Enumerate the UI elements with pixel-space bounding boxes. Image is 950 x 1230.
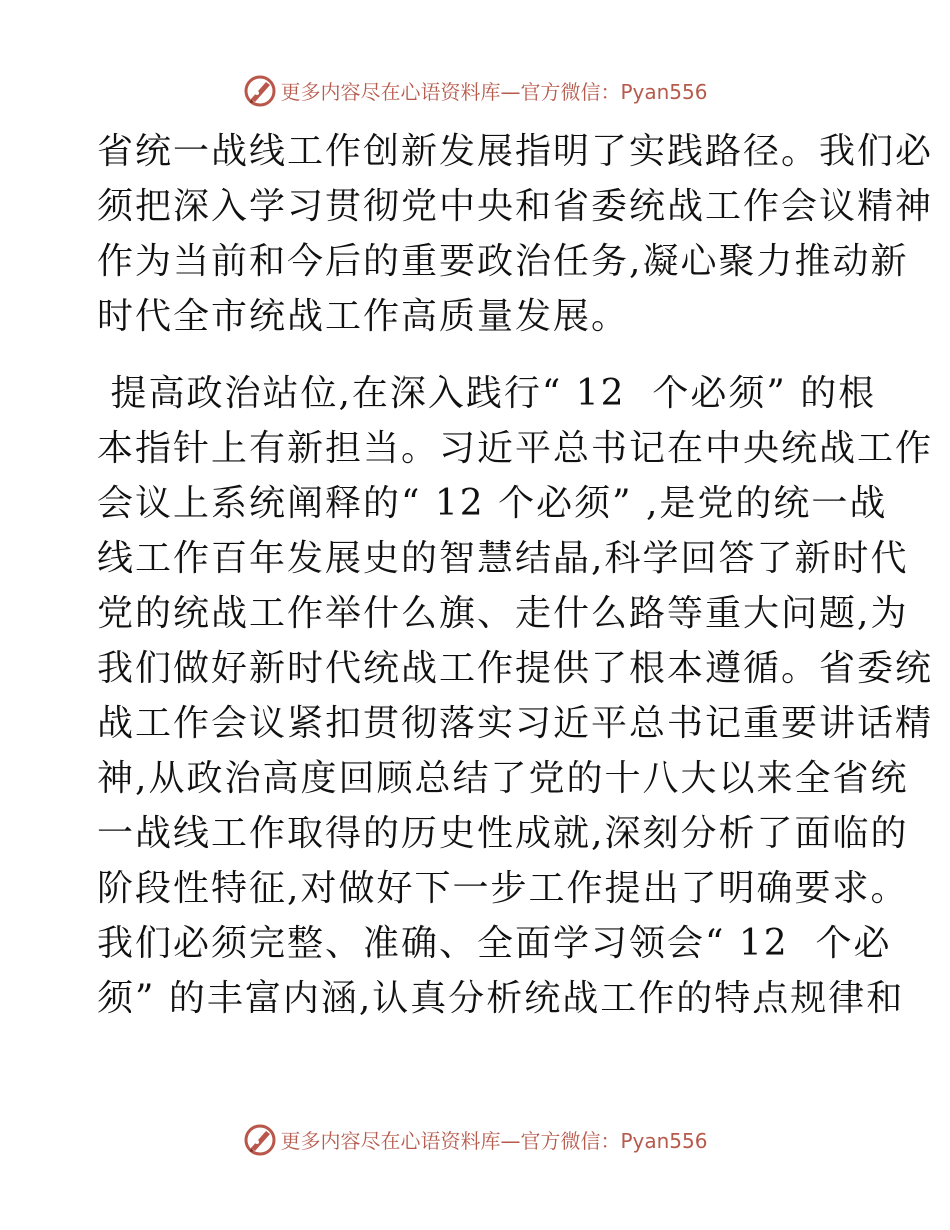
footer-title: 更多内容尽在心语资料库 — [280, 1128, 501, 1153]
text-line: 线工作百年发展史的智慧结晶,科学回答了新时代 — [97, 538, 909, 579]
text-line: 战工作会议紧扣贯彻落实习近平总书记重要讲话精 — [97, 703, 934, 744]
text-line: 须” 的丰富内涵,认真分析统战工作的特点规律和 — [97, 978, 905, 1019]
paragraph — [97, 366, 934, 1026]
paragraph — [97, 124, 934, 344]
text-line: 一战线工作取得的历史性成就,深刻分析了面临的 — [97, 813, 909, 854]
text-line: 阶段性特征,对做好下一步工作提出了明确要求。 — [97, 868, 909, 909]
text-line: 提高政治站位,在深入践行“ 12 个必须” 的根 — [97, 373, 877, 414]
text-line: 我们必须完整、准确、全面学习领会“ 12 个必 — [97, 923, 892, 964]
document-body — [97, 124, 934, 1026]
text-line: 本指针上有新担当。习近平总书记在中央统战工作 — [97, 428, 934, 469]
header-title: 更多内容尽在心语资料库 — [280, 79, 501, 104]
text-line: 我们做好新时代统战工作提供了根本遵循。省委统 — [97, 648, 934, 689]
text-line: 时代全市统战工作高质量发展。 — [97, 296, 630, 337]
header-separator: — — [500, 79, 521, 104]
text-line: 作为当前和今后的重要政治任务,凝心聚力推动新 — [97, 241, 909, 282]
text-line: 省统一战线工作创新发展指明了实践路径。我们必 — [97, 131, 934, 172]
text-line: 须把深入学习贯彻党中央和省委统战工作会议精神 — [97, 186, 934, 227]
header-banner-text — [280, 76, 707, 105]
text-line: 会议上系统阐释的“ 12 个必须” ,是党的统一战 — [97, 483, 888, 524]
footer-banner — [0, 1117, 950, 1161]
text-line: 党的统战工作举什么旗、走什么路等重大问题,为 — [97, 593, 909, 634]
footer-separator: — — [500, 1128, 521, 1153]
pen-logo-icon — [242, 72, 278, 108]
header-banner — [0, 68, 950, 112]
pen-logo-icon — [242, 1121, 278, 1157]
footer-banner-text — [280, 1125, 707, 1154]
paragraph-gap — [97, 344, 857, 366]
footer-contact: 官方微信：Pyan556 — [520, 1128, 708, 1153]
text-line: 神,从政治高度回顾总结了党的十八大以来全省统 — [97, 758, 909, 799]
header-contact: 官方微信：Pyan556 — [520, 79, 708, 104]
